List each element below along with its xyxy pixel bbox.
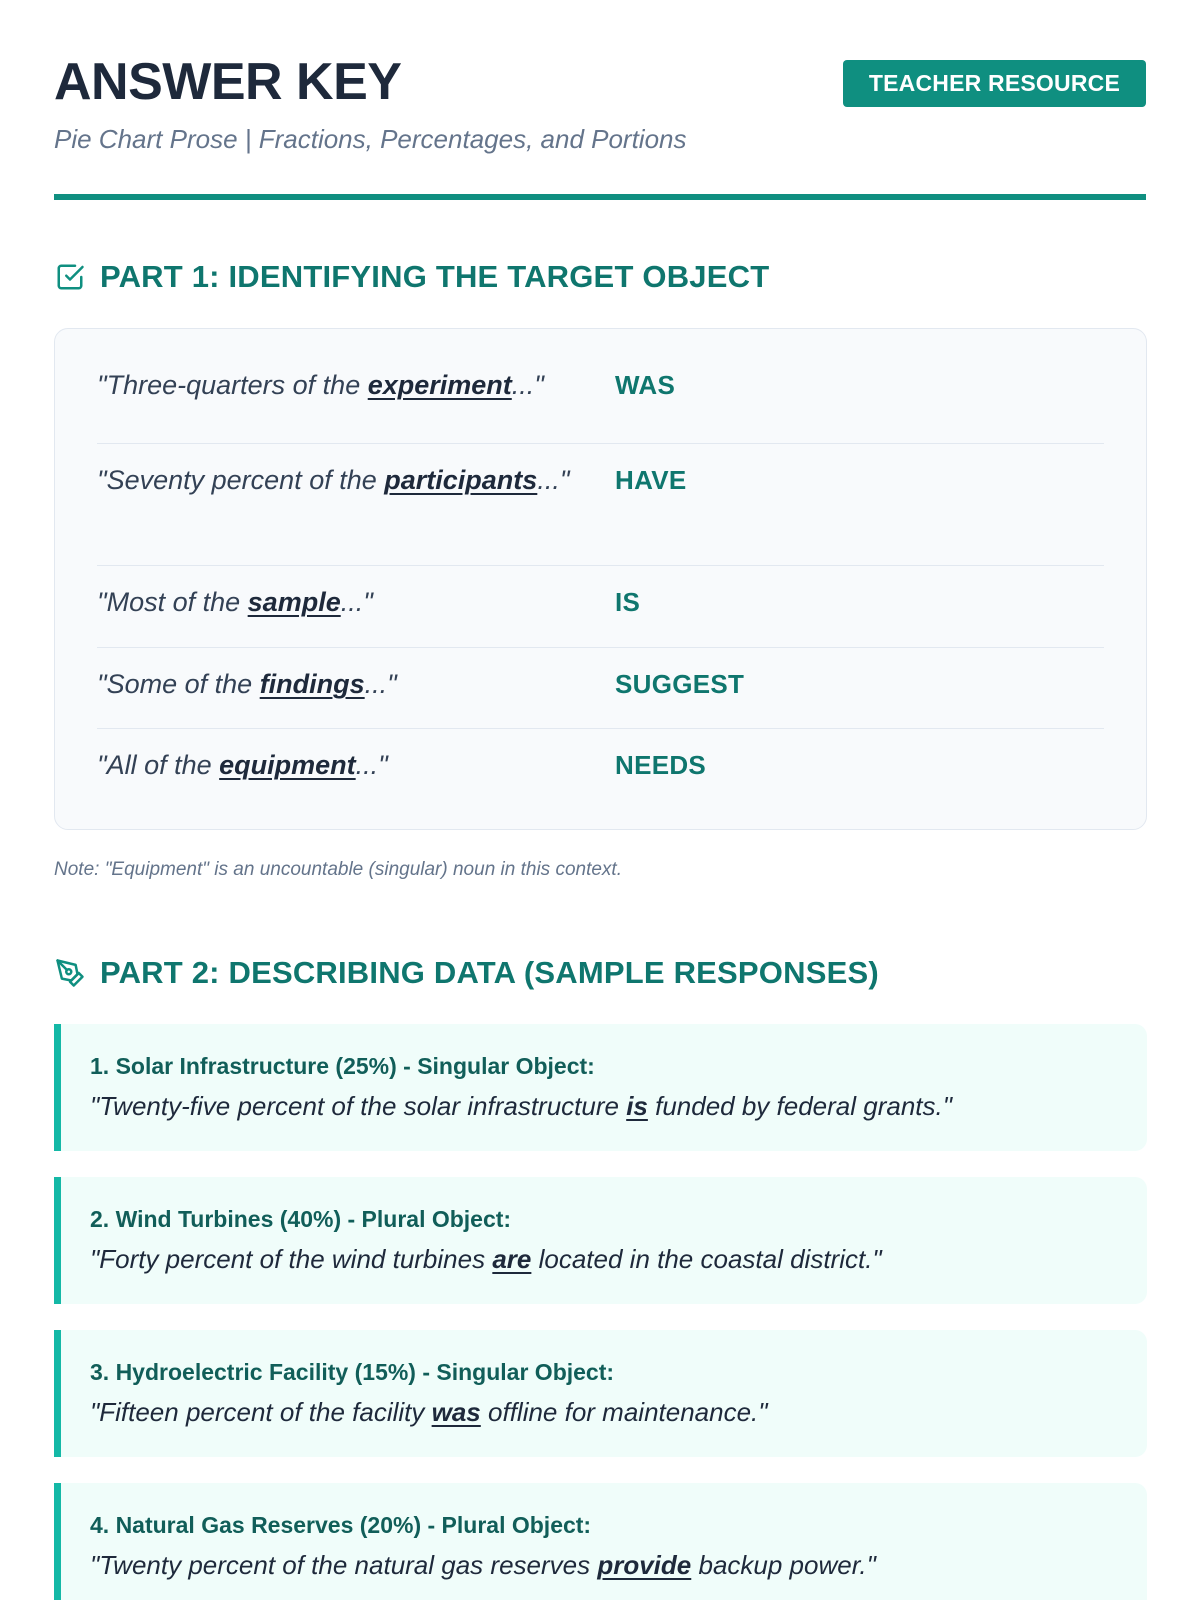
answer-phrase: "Some of the findings..." [97, 669, 397, 699]
answer-row [97, 729, 1104, 810]
target-object: participants [384, 465, 538, 495]
response-text: "Forty percent of the wind turbines are located in the coastal district." [90, 1244, 882, 1274]
response-title: 1. Solar Infrastructure (25%) - Singular Object: [90, 1053, 595, 1079]
response-title: 4. Natural Gas Reserves (20%) - Plural Object: [90, 1512, 592, 1538]
answer-phrase: "Seventy percent of the participants..." [97, 465, 570, 495]
part2-heading [54, 955, 879, 991]
response-title: 2. Wind Turbines (40%) - Plural Object: [90, 1206, 512, 1232]
pen-icon [54, 957, 86, 989]
answer-row [97, 648, 1104, 729]
response-verb: is [626, 1091, 648, 1121]
sample-response [54, 1330, 1147, 1457]
target-object: experiment [367, 370, 512, 400]
answer-verb: SUGGEST [615, 669, 745, 699]
part1-heading-label: PART 1: IDENTIFYING THE TARGET OBJECT [100, 259, 770, 294]
header-divider [54, 194, 1146, 200]
sample-response [54, 1177, 1147, 1304]
response-text: "Twenty percent of the natural gas reserves provide backup power." [90, 1550, 876, 1580]
answer-row [97, 444, 1104, 566]
answer-verb: IS [615, 587, 641, 617]
answer-verb: HAVE [615, 465, 687, 495]
page-header [54, 0, 1146, 202]
response-verb: was [431, 1397, 481, 1427]
answer-row [97, 349, 1104, 444]
response-verb: provide [597, 1550, 692, 1580]
response-text: "Fifteen percent of the facility was offline for maintenance." [90, 1397, 768, 1427]
answer-phrase: "All of the equipment..." [97, 750, 388, 780]
answer-phrase: "Most of the sample..." [97, 587, 373, 617]
teacher-resource-badge: TEACHER RESOURCE [843, 60, 1146, 107]
answer-phrase: "Three-quarters of the experiment..." [97, 370, 544, 400]
checkbox-icon [54, 261, 86, 293]
sample-response [54, 1024, 1147, 1151]
page-subtitle: Pie Chart Prose | Fractions, Percentages, and Portions [54, 124, 687, 154]
sample-response [54, 1483, 1147, 1600]
page-title: ANSWER KEY [54, 53, 402, 111]
target-object: findings [259, 669, 365, 699]
response-text: "Twenty-five percent of the solar infrastructure is funded by federal grants." [90, 1091, 952, 1121]
part1-answer-card [54, 328, 1147, 830]
part1-heading [54, 259, 769, 295]
answer-verb: NEEDS [615, 750, 707, 780]
part2-heading-label: PART 2: DESCRIBING DATA (SAMPLE RESPONSES) [100, 955, 879, 990]
answer-verb: WAS [615, 370, 676, 400]
part1-note: Note: "Equipment" is an uncountable (singular) noun in this context. [54, 859, 622, 880]
target-object: sample [247, 587, 341, 617]
answer-row [97, 566, 1104, 648]
target-object: equipment [219, 750, 356, 780]
response-verb: are [492, 1244, 532, 1274]
response-title: 3. Hydroelectric Facility (15%) - Singular Object: [90, 1359, 615, 1385]
